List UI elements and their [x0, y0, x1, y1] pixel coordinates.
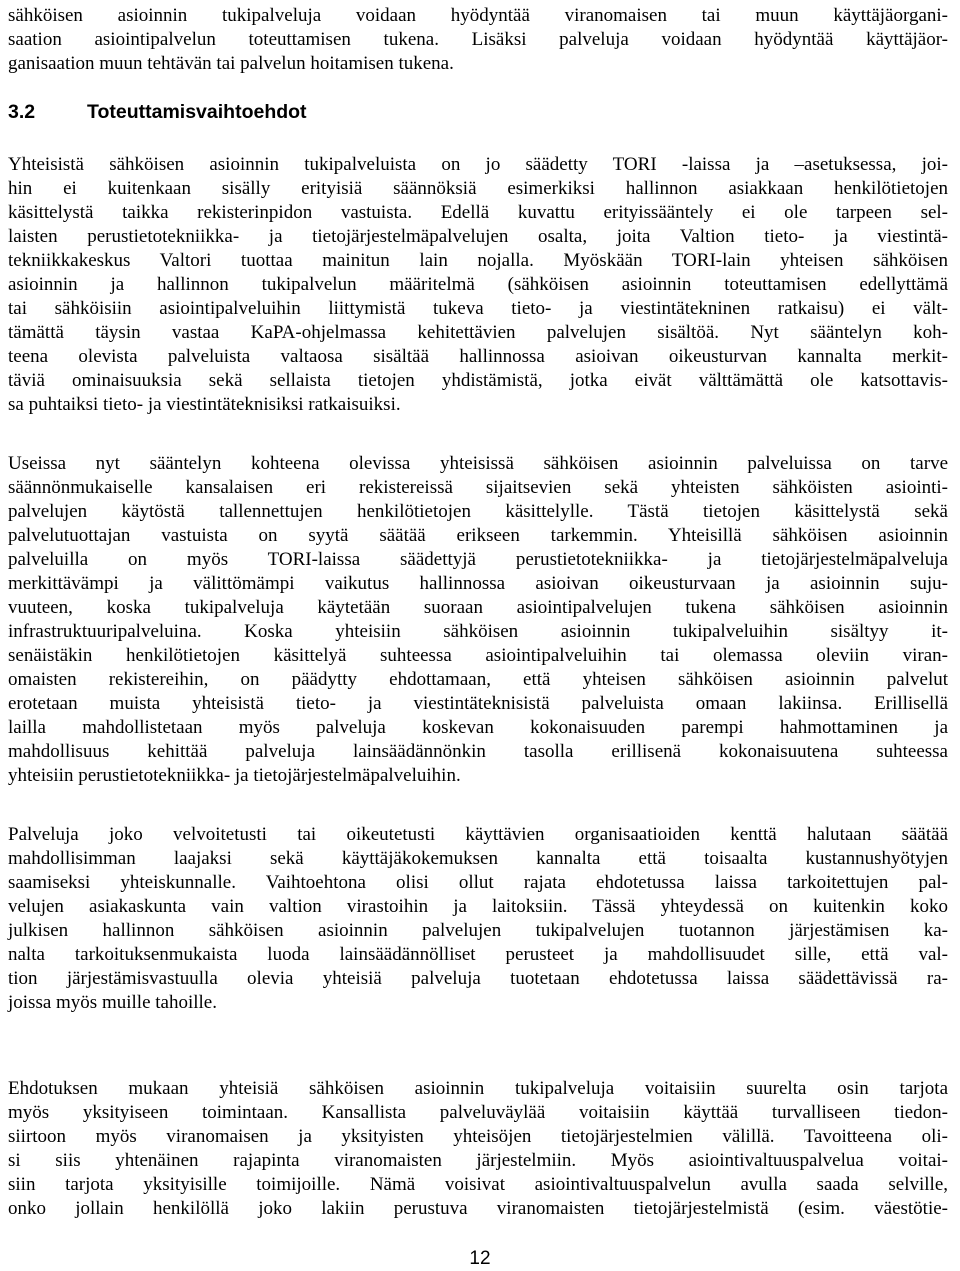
- paragraph-line: Yhteisistä sähköisen asioinnin tukipalveluista on jo säädetty TORI -laissa ja –asetuksessa, joi-: [8, 154, 948, 175]
- paragraph-line: tion järjestämisvastuulla olevia yhteisiä palveluja tuotetaan ehdotetussa laissa säädettävissä ra-: [8, 968, 948, 989]
- paragraph-line: joissa myös muille tahoille.: [8, 992, 217, 1013]
- paragraph-line: säännönmukaiselle kansalaisen eri rekistereissä sijaitsevien sekä yhteisten sähköisten asiointi-: [8, 477, 948, 498]
- paragraph-line: velujen asiakaskunta vain valtion virastoihin ja laitoksiin. Tässä yhteydessä on kuitenkin koko: [8, 896, 948, 917]
- paragraph-line: palveluilla on myös TORI-laissa säädettyjä perustietotekniikka- ja tietojärjestelmäpalveluja: [8, 549, 948, 570]
- paragraph-line: si siis yhtenäinen rajapinta viranomaisten järjestelmiin. Myös asiointivaltuuspalvelua voitai-: [8, 1150, 948, 1171]
- paragraph-line: saamiseksi yhteiskunnalle. Vaihtoehtona olisi ollut rajata ehdotetussa laissa tarkoitettujen pal-: [8, 872, 948, 893]
- intro-line: saation asiointipalvelun toteuttamisen tukena. Lisäksi palveluja voidaan hyödyntää käyttäjäor-: [8, 29, 948, 50]
- paragraph-line: siirtoon myös viranomaisen ja yksityisten yhteisöjen tietojärjestelmien välillä. Tavoitteena oli-: [8, 1126, 948, 1147]
- paragraph-line: onko jollain henkilöllä joko lakiin perustuva viranomaisten tietojärjestelmistä (esim. väestötie-: [8, 1198, 948, 1219]
- paragraph-line: myös yksityiseen toimintaan. Kansallista palveluväylää voitaisiin käyttää turvalliseen tiedon-: [8, 1102, 948, 1123]
- paragraph-line: asioinnin ja hallinnon tukipalvelun määritelmä (sähköisen asioinnin toteuttamisen edellyttämä: [8, 274, 948, 295]
- page-number: 12: [469, 1248, 491, 1269]
- paragraph-line: merkittävämpi ja välittömämpi vaikutus hallinnossa asioivan oikeusturvaan ja asioinnin suju-: [8, 573, 948, 594]
- paragraph-line: infrastruktuuripalveluina. Koska yhteisiin sähköisen asioinnin tukipalveluihin sisältyy it-: [8, 621, 948, 642]
- paragraph-line: hin ei kuitenkaan sisälly erityisiä säännöksiä esimerkiksi hallinnon asiakkaan henkilötietojen: [8, 178, 948, 199]
- paragraph-line: vuuteen, koska tukipalveluja käytetään suoraan asiointipalvelujen tukena sähköisen asioinnin: [8, 597, 948, 618]
- paragraph-line: erotetaan muista yhteisistä tieto- ja viestintäteknisistä palveluista omaan lakiinsa. Erillisellä: [8, 693, 948, 714]
- paragraph-line: mahdollisimman laajaksi sekä käyttäjäkokemuksen kannalta että toisaalta kustannushyötyjen: [8, 848, 948, 869]
- paragraph-line: teena olevista palveluista valtaosa sisältää hallinnossa asioivan oikeusturvan kannalta merkit-: [8, 346, 948, 367]
- paragraph-line: julkisen hallinnon sähköisen asioinnin palvelujen tukipalvelujen tuotannon järjestämisen ka-: [8, 920, 948, 941]
- paragraph-line: laisten perustietotekniikka- ja tietojärjestelmäpalvelujen osalta, joita Valtion tieto- ja viestintä-: [8, 226, 948, 247]
- intro-line: sähköisen asioinnin tukipalveluja voidaan hyödyntää viranomaisen tai muun käyttäjäorgani-: [8, 5, 948, 26]
- paragraph-line: Palveluja joko velvoitetusti tai oikeutetusti käyttävien organisaatioiden kenttä halutaan säätää: [8, 824, 948, 845]
- section-title: Toteuttamisvaihtoehdot: [87, 101, 307, 123]
- paragraph-line: palvelujen käytöstä tallennettujen henkilötietojen käsittelylle. Tästä tietojen käsittelystä sekä: [8, 501, 948, 522]
- section-number: 3.2: [8, 101, 36, 123]
- paragraph-line: senäistäkin henkilötietojen käsittelyä suhteessa asiointipalveluihin tai olemassa oleviin viran-: [8, 645, 948, 666]
- document-page: [8, 0, 952, 1271]
- paragraph-line: omaisten rekistereihin, on päädytty ehdottamaan, että yhteisen sähköisen asioinnin palvelut: [8, 669, 948, 690]
- paragraph-line: lailla mahdollistetaan myös palveluja koskevan kokonaisuuden parempi hahmottaminen ja: [8, 717, 948, 738]
- paragraph-line: palvelutuottajan vastuista on syytä säätää erikseen tarkemmin. Yhteisillä sähköisen asioinnin: [8, 525, 948, 546]
- paragraph-line: mahdollisuus kehittää palveluja lainsäädännönkin tasolla erillisenä kokonaisuutena suhteessa: [8, 741, 948, 762]
- paragraph-line: nalta tarkoituksenmukaista luoda lainsäädännölliset perusteet ja mahdollisuudet sille, että val-: [8, 944, 948, 965]
- paragraph-line: Useissa nyt sääntelyn kohteena olevissa yhteisissä sähköisen asioinnin palveluissa on tarve: [8, 453, 948, 474]
- paragraph-line: tämättä täysin vastaa KaPA-ohjelmassa kehitettävien palvelujen sisältöä. Nyt sääntelyn koh-: [8, 322, 948, 343]
- paragraph-line: Ehdotuksen mukaan yhteisiä sähköisen asioinnin tukipalveluja voitaisiin suurelta osin tarjota: [8, 1078, 948, 1099]
- paragraph-line: käsittelystä taikka rekisterinpidon vastuista. Edellä kuvattu erityissääntely ei ole tarpeen sel-: [8, 202, 948, 223]
- paragraph-line: siin tarjota yksityisille toimijoille. Nämä voisivat asiointivaltuuspalvelun avulla saada selville,: [8, 1174, 948, 1195]
- paragraph-line: sa puhtaiksi tieto- ja viestintäteknisiksi ratkaisuiksi.: [8, 394, 401, 415]
- paragraph-line: yhteisiin perustietotekniikka- ja tietojärjestelmäpalveluihin.: [8, 765, 461, 786]
- paragraph-line: täviä ominaisuuksia sekä sellaista tietojen yhdistämistä, jotka eivät välttämättä ole katsottavis-: [8, 370, 948, 391]
- paragraph-line: tekniikkakeskus Valtori tuottaa mainitun lain nojalla. Myöskään TORI-lain yhteisen sähköisen: [8, 250, 948, 271]
- paragraph-line: tai sähköisiin asiointipalveluihin liittymistä tukeva tieto- ja viestintätekninen ratkaisu) ei vält-: [8, 298, 948, 319]
- intro-line: ganisaation muun tehtävän tai palvelun hoitamisen tukena.: [8, 53, 454, 74]
